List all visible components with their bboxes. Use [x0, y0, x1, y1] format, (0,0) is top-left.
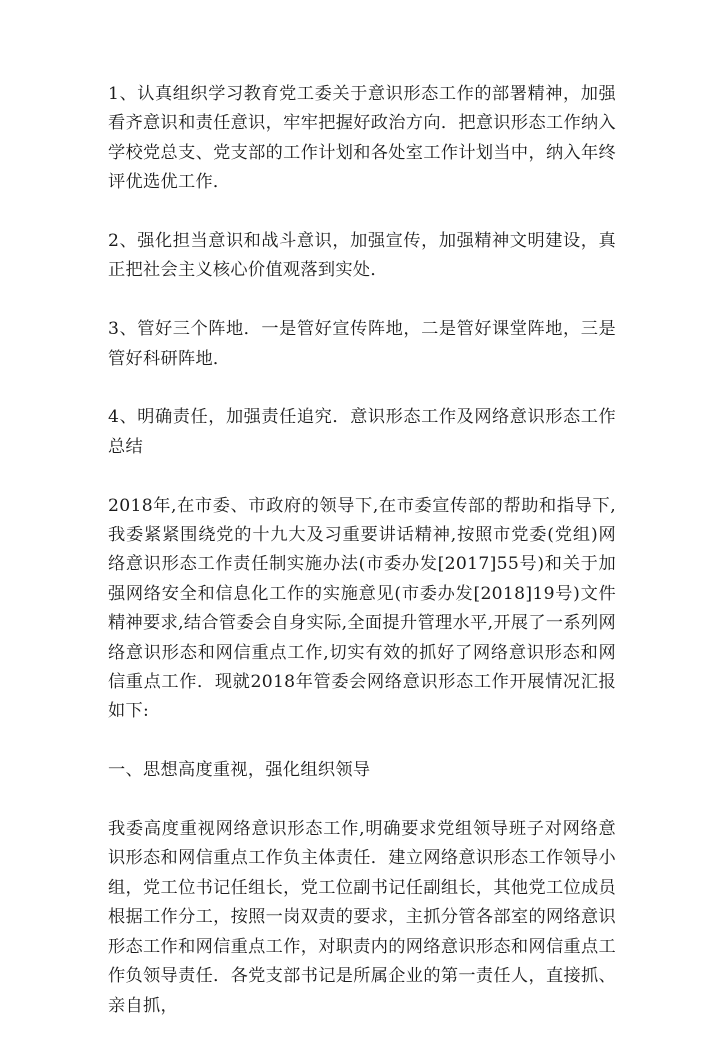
paragraph-item-3: 3、管好三个阵地．一是管好宣传阵地，二是管好课堂阵地，三是管好科研阵地．	[108, 319, 616, 369]
section-heading-1: 一、思想高度重视，强化组织领导	[108, 760, 371, 781]
paragraph-item-1: 1、认真组织学习教育党工委关于意识形态工作的部署精神，加强看齐意识和责任意识，牢牢把握好政治方向．把意识形态工作纳入学校党总支、党支部的工作计划和各处室工作计划当中，纳入年终评优选优工作．	[108, 84, 616, 193]
document-page	[108, 80, 616, 1050]
paragraph-report-intro: 2018年,在市委、市政府的领导下,在市委宣传部的帮助和指导下,我委紧紧围绕党的十九大及习重要讲话精神,按照市党委(党组)网络意识形态工作责任制实施办法(市委办发[2017]55号)和关于加强网络安全和信息化工作的实施意见(市委办发[2018]19号)文件精神要求,结合管委会自身实际,全面提升管理水平,开展了一系列网络意识形态和网信重点工作,切实有效的抓好了网络意识形态和网信重点工作．现就2018年管委会网络意识形态工作开展情况汇报如下:	[108, 495, 616, 722]
paragraph-section-1-body: 我委高度重视网络意识形态工作,明确要求党组领导班子对网络意识形态和网信重点工作负主体责任．建立网络意识形态工作领导小组，党工位书记任组长，党工位副书记任副组长，其他党工位成员根据工作分工，按照一岗双责的要求，主抓分管各部室的网络意识形态工作和网信重点工作，对职责内的网络意识形态和网信重点工作负领导责任．各党支部书记是所属企业的第一责任人，直接抓、亲自抓，	[108, 819, 616, 1016]
paragraph-item-2: 2、强化担当意识和战斗意识，加强宣传，加强精神文明建设，真正把社会主义核心价值观落到实处．	[108, 231, 616, 281]
paragraph-item-4: 4、明确责任，加强责任追究．意识形态工作及网络意识形态工作总结	[108, 407, 616, 457]
